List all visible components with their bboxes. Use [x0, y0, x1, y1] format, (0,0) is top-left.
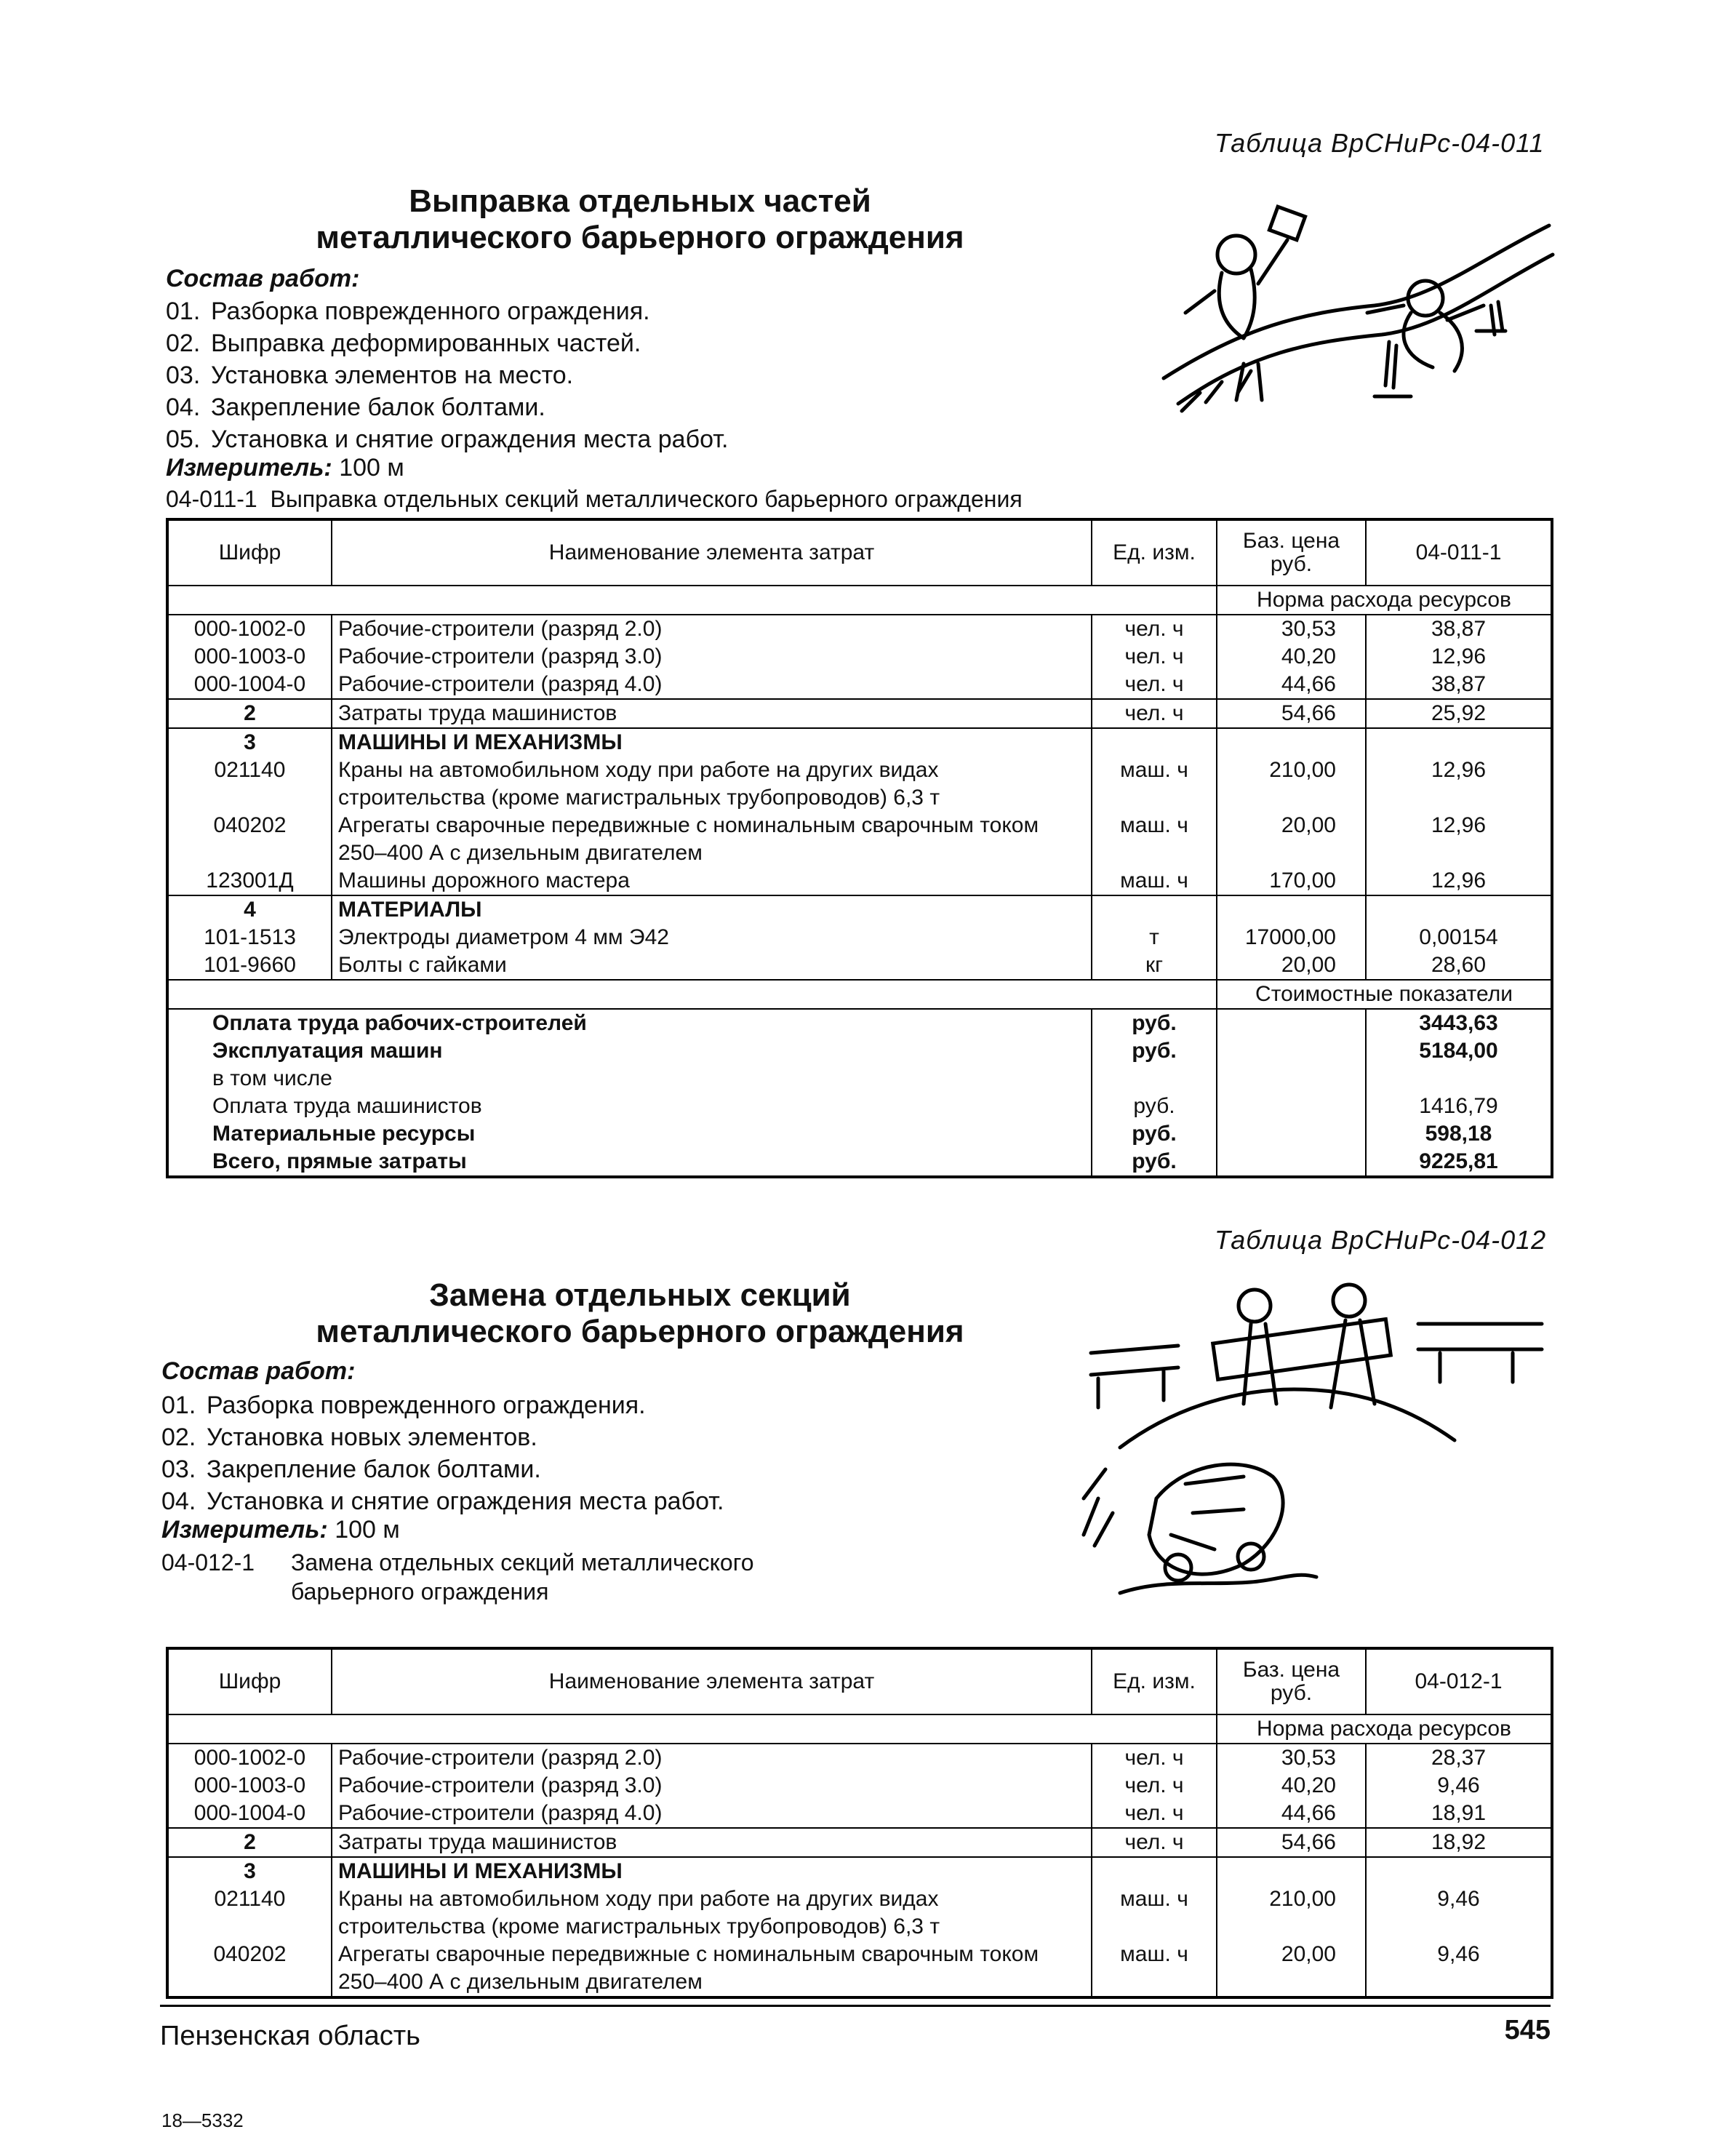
works-header: Состав работ: [166, 265, 360, 292]
work-item: 02. Выправка деформированных частей. [166, 330, 641, 357]
cell-price: 44,66 [1217, 1800, 1366, 1828]
cell-value: 0,00154 [1419, 925, 1498, 949]
table-row [167, 728, 1552, 756]
cell-code: 040202 [167, 1941, 332, 1997]
cell-price: 54,66 [1217, 699, 1366, 728]
work-item: 01. Разборка поврежденного ограждения. [161, 1392, 646, 1419]
subtitle [161, 1548, 753, 1606]
cell-unit: маш. ч [1092, 812, 1217, 867]
cost-unit: руб. [1092, 1093, 1217, 1120]
table-row [167, 1744, 1552, 1772]
cell-unit: кг [1092, 951, 1217, 980]
cell-name: Болты с гайками [332, 951, 1092, 980]
cell-price: 210,00 [1217, 1885, 1366, 1941]
section-title [167, 1277, 1113, 1350]
cell-code: 000-1004-0 [167, 671, 332, 699]
cell-code: 040202 [167, 812, 332, 867]
cell-code: 3 [167, 728, 332, 756]
measure-label: Измеритель: [166, 454, 332, 482]
cell-price: 170,00 [1217, 867, 1366, 895]
measure-label: Измеритель: [161, 1516, 328, 1544]
cell-code: 021140 [167, 1885, 332, 1941]
cell-unit: чел. ч [1092, 699, 1217, 728]
table-row [167, 699, 1552, 728]
barrier-repair-illustration [1156, 196, 1564, 429]
cell-value: 38,87 [1431, 672, 1487, 696]
cell-value: 9,46 [1437, 1942, 1480, 1966]
cell-unit: маш. ч [1092, 867, 1217, 895]
cell-value: 9,46 [1437, 1887, 1480, 1911]
cell-code: 2 [167, 1828, 332, 1857]
cost-unit: руб. [1092, 1009, 1217, 1037]
cost-value [1366, 1065, 1552, 1093]
title-line-1: Замена отдельных секций [429, 1277, 851, 1313]
cost-value: 598,18 [1425, 1122, 1492, 1146]
cost-unit: руб. [1092, 1037, 1217, 1065]
cell-value: 25,92 [1366, 699, 1552, 728]
cell-price: 17000,00 [1217, 924, 1366, 951]
subtitle-code: 04-012-1 [161, 1549, 255, 1576]
cell-name: Рабочие-строители (разряд 2.0) [332, 1744, 1092, 1772]
table-row [167, 895, 1552, 924]
cost-name: Всего, прямые затраты [167, 1148, 1092, 1177]
table-row [167, 643, 1552, 671]
measure-value: 100 м [339, 454, 404, 482]
cell-name: Машины дорожного мастера [332, 867, 1092, 895]
cell-value [1366, 895, 1552, 924]
table-row [167, 812, 1552, 867]
cost-name: Оплата труда машинистов [167, 1093, 1092, 1120]
cost-row [167, 1093, 1552, 1120]
cell-value: 18,91 [1431, 1801, 1487, 1825]
table-row [167, 924, 1552, 951]
cell-code: 101-1513 [167, 924, 332, 951]
cell-price: 54,66 [1217, 1828, 1366, 1857]
cell-name: Затраты труда машинистов [332, 1828, 1092, 1857]
cell-name: Рабочие-строители (разряд 2.0) [332, 615, 1092, 643]
cost-row [167, 1037, 1552, 1065]
subtitle-text-line-1: Замена отдельных секций металлического [291, 1549, 754, 1576]
cell-value: 12,96 [1431, 644, 1487, 668]
cell-unit: чел. ч [1092, 615, 1217, 643]
title-line-2: металлического барьерного ограждения [316, 1314, 964, 1349]
cell-code: 2 [167, 699, 332, 728]
norm-band-label: Норма расхода ресурсов [1217, 586, 1552, 615]
cell-value: 12,96 [1431, 869, 1487, 893]
print-code: 18—5332 [161, 2109, 244, 2131]
table-row [167, 1800, 1552, 1828]
cell-price [1217, 895, 1366, 924]
cell-value: 28,37 [1431, 1746, 1487, 1770]
measure [166, 454, 404, 482]
cost-name: Оплата труда рабочих-строителей [167, 1009, 1092, 1037]
cell-name: Агрегаты сварочные передвижные с номинальным сварочным током 250–400 А с дизельным двигателем [332, 1941, 1092, 1997]
table-row [167, 1828, 1552, 1857]
cell-unit: чел. ч [1092, 671, 1217, 699]
header-column: 04-011-1 [1366, 519, 1552, 586]
cell-unit [1092, 1857, 1217, 1885]
cell-name: Рабочие-строители (разряд 3.0) [332, 643, 1092, 671]
work-item: 03. Установка элементов на место. [166, 362, 574, 389]
cell-value: 12,96 [1431, 813, 1487, 837]
cell-name: МАТЕРИАЛЫ [332, 895, 1092, 924]
page-number: 545 [1504, 2015, 1551, 2045]
footer-rule [160, 2005, 1551, 2007]
cell-name: Рабочие-строители (разряд 4.0) [332, 671, 1092, 699]
cell-code: 000-1003-0 [167, 643, 332, 671]
cell-code: 000-1002-0 [167, 615, 332, 643]
table-row [167, 1941, 1552, 1997]
norm-band-label: Норма расхода ресурсов [1217, 1714, 1552, 1744]
cell-price: 30,53 [1217, 615, 1366, 643]
cost-unit: руб. [1092, 1148, 1217, 1177]
cell-code: 000-1003-0 [167, 1772, 332, 1800]
header-name: Наименование элемента затрат [332, 519, 1092, 586]
cell-code: 3 [167, 1857, 332, 1885]
cell-value [1366, 728, 1552, 756]
title-line-1: Выправка отдельных частей [409, 183, 871, 219]
barrier-replacement-illustration [1076, 1280, 1556, 1615]
cell-name: МАШИНЫ И МЕХАНИЗМЫ [332, 728, 1092, 756]
cell-price: 40,20 [1217, 1772, 1366, 1800]
cell-value: 12,96 [1431, 758, 1487, 782]
cell-name: Краны на автомобильном ходу при работе на других видах строительства (кроме магистральных трубопроводов) 6,3 т [332, 1885, 1092, 1941]
work-item: 04. Закрепление балок болтами. [166, 394, 545, 421]
cost-name: Материальные ресурсы [167, 1120, 1092, 1148]
cell-code: 000-1004-0 [167, 1800, 332, 1828]
header-column: 04-012-1 [1366, 1648, 1552, 1714]
table-row [167, 951, 1552, 980]
cost-value: 1416,79 [1419, 1094, 1498, 1118]
work-item: 01. Разборка поврежденного ограждения. [166, 298, 650, 325]
cost-unit: руб. [1092, 1120, 1217, 1148]
work-item: 02. Установка новых элементов. [161, 1424, 537, 1451]
cell-unit: чел. ч [1092, 1744, 1217, 1772]
cell-value: 38,87 [1431, 617, 1487, 641]
cell-value [1366, 1857, 1552, 1885]
table-row [167, 756, 1552, 812]
cell-unit: маш. ч [1092, 756, 1217, 812]
cell-price: 20,00 [1217, 1941, 1366, 1997]
table-row [167, 1772, 1552, 1800]
cost-name: Эксплуатация машин [167, 1037, 1092, 1065]
cell-unit: маш. ч [1092, 1941, 1217, 1997]
cell-unit: чел. ч [1092, 643, 1217, 671]
cell-unit [1092, 895, 1217, 924]
cell-code: 123001Д [167, 867, 332, 895]
cell-unit: чел. ч [1092, 1772, 1217, 1800]
cell-unit [1092, 728, 1217, 756]
cost-band-label: Стоимостные показатели [1217, 980, 1552, 1009]
cell-name: МАШИНЫ И МЕХАНИЗМЫ [332, 1857, 1092, 1885]
subtitle [166, 484, 1023, 514]
footer-region: Пензенская область [160, 2021, 420, 2051]
cell-name: Электроды диаметром 4 мм Э42 [332, 924, 1092, 951]
table-label: Таблица ВрСНиРс-04-011 [1215, 128, 1545, 158]
norm-band-row [167, 586, 1552, 615]
work-item: 05. Установка и снятие ограждения места работ. [166, 426, 729, 453]
cell-name: Агрегаты сварочные передвижные с номинальным сварочным током 250–400 А с дизельным двигателем [332, 812, 1092, 867]
section-title [167, 183, 1113, 256]
works-list [166, 295, 728, 455]
table-label: Таблица ВрСНиРс-04-012 [1215, 1225, 1547, 1255]
cell-price: 20,00 [1217, 812, 1366, 867]
work-item: 04. Установка и снятие ограждения места работ. [161, 1488, 724, 1515]
cell-unit: чел. ч [1092, 1800, 1217, 1828]
table-row [167, 867, 1552, 895]
cost-row [167, 1148, 1552, 1177]
header-price: Баз. цена руб. [1217, 1648, 1366, 1714]
table-row [167, 671, 1552, 699]
cell-code: 101-9660 [167, 951, 332, 980]
norm-table-1 [166, 518, 1553, 1178]
cell-value: 9,46 [1437, 1773, 1480, 1797]
cell-name: Затраты труда машинистов [332, 699, 1092, 728]
cost-row [167, 1120, 1552, 1148]
cost-value: 5184,00 [1419, 1039, 1498, 1063]
cell-value: 28,60 [1431, 953, 1487, 977]
cost-row [167, 1009, 1552, 1037]
cell-price: 210,00 [1217, 756, 1366, 812]
cell-code: 021140 [167, 756, 332, 812]
header-code: Шифр [167, 1648, 332, 1714]
cell-name: Рабочие-строители (разряд 3.0) [332, 1772, 1092, 1800]
works-list [161, 1389, 724, 1517]
cost-unit [1092, 1065, 1217, 1093]
measure [161, 1516, 400, 1544]
subtitle-text-line-2: барьерного ограждения [291, 1578, 549, 1605]
header-unit: Ед. изм. [1092, 1648, 1217, 1714]
table-header-row [167, 519, 1552, 586]
header-code: Шифр [167, 519, 332, 586]
header-price: Баз. цена руб. [1217, 519, 1366, 586]
norm-table-2 [166, 1647, 1553, 1999]
cell-price: 20,00 [1217, 951, 1366, 980]
cost-row [167, 1065, 1552, 1093]
header-name: Наименование элемента затрат [332, 1648, 1092, 1714]
work-item: 03. Закрепление балок болтами. [161, 1456, 541, 1483]
works-header: Состав работ: [161, 1357, 356, 1385]
cell-price: 44,66 [1217, 671, 1366, 699]
cell-value: 18,92 [1366, 1828, 1552, 1857]
cell-price [1217, 728, 1366, 756]
cell-unit: маш. ч [1092, 1885, 1217, 1941]
title-line-2: металлического барьерного ограждения [316, 220, 964, 255]
cost-band-row [167, 980, 1552, 1009]
cell-code: 4 [167, 895, 332, 924]
table-row [167, 1857, 1552, 1885]
norm-band-row [167, 1714, 1552, 1744]
cell-price: 40,20 [1217, 643, 1366, 671]
cost-value: 3443,63 [1419, 1011, 1498, 1035]
cell-code: 000-1002-0 [167, 1744, 332, 1772]
cell-unit: т [1092, 924, 1217, 951]
table-row [167, 1885, 1552, 1941]
cell-name: Краны на автомобильном ходу при работе на других видах строительства (кроме магистральных трубопроводов) 6,3 т [332, 756, 1092, 812]
cost-value: 9225,81 [1419, 1149, 1498, 1173]
subtitle-text: Выправка отдельных секций металлического барьерного ограждения [270, 486, 1023, 512]
table-header-row [167, 1648, 1552, 1714]
subtitle-code: 04-011-1 [166, 486, 257, 512]
cell-unit: чел. ч [1092, 1828, 1217, 1857]
cell-price [1217, 1857, 1366, 1885]
measure-value: 100 м [335, 1516, 400, 1544]
table-row [167, 615, 1552, 643]
cell-name: Рабочие-строители (разряд 4.0) [332, 1800, 1092, 1828]
cell-price: 30,53 [1217, 1744, 1366, 1772]
cost-name: в том числе [167, 1065, 1092, 1093]
header-unit: Ед. изм. [1092, 519, 1217, 586]
